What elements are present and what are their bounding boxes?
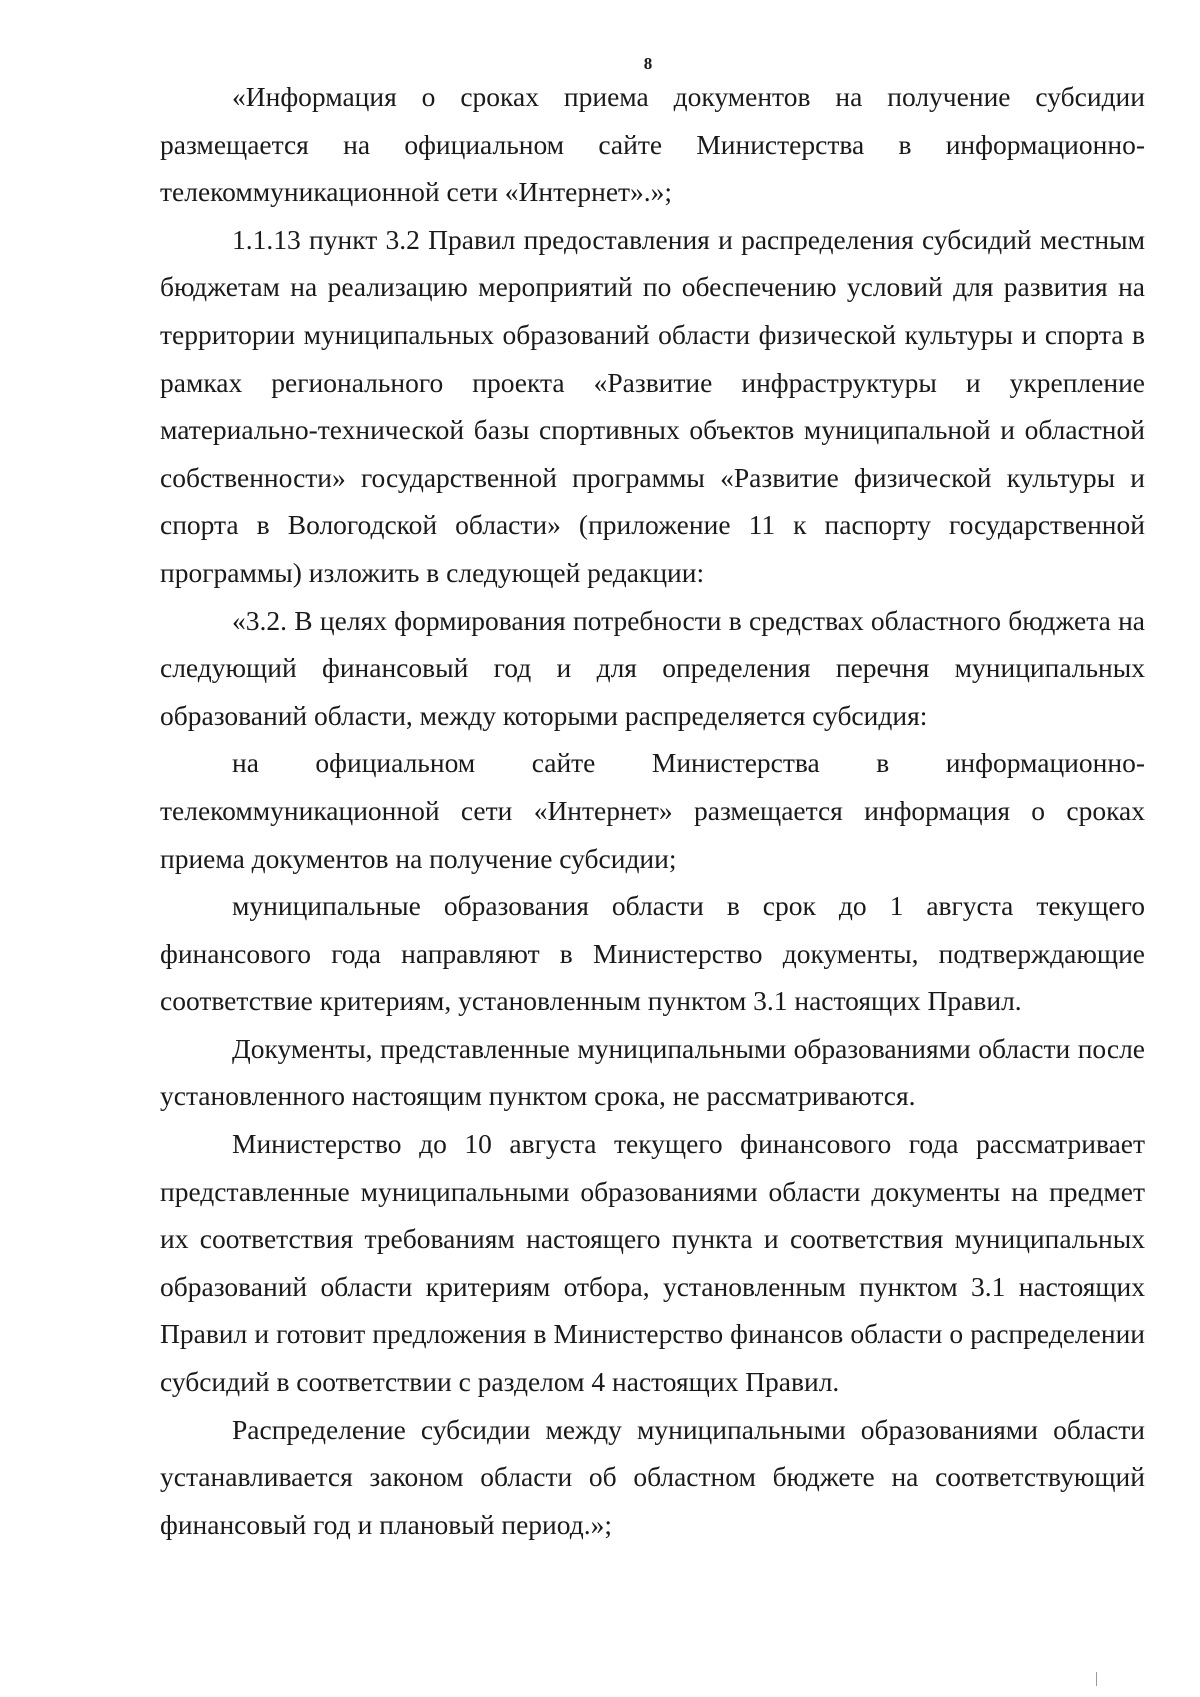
paragraph-info-deadlines: «Информация о сроках приема документов на получение субсидии размещается на официальном сайте Министерства в информационно-телекоммуникационной сети «Интернет».»;	[160, 81, 1145, 208]
document-body	[160, 73, 1145, 1548]
paragraph-ministry-review: Министерство до 10 августа текущего финансового года рассматривает представленные муниципальными образованиями области документы на предмет их соответствия требованиям настоящего пункта и соответствия муниципальных образований области критериям отбора, установленным пунктом 3.1 настоящих Правил и готовит предложения в Министерство финансов области о распределении субсидий в соответствии с разделом 4 настоящих Правил.	[160, 1128, 1145, 1398]
paragraph-distribution: Распределение субсидии между муниципальными образованиями области устанавливается законом области об областном бюджете на соответствующий финансовый год и плановый период.»;	[160, 1413, 1145, 1540]
paragraph-item-3-2: «3.2. В целях формирования потребности в средствах областного бюджета на следующий финансовый год и для определения перечня муниципальных образований области, между которыми распределяется субсидия:	[160, 604, 1145, 731]
paragraph-official-site: на официальном сайте Министерства в информационно-телекоммуникационной сети «Интернет» размещается информация о сроках приема документов на получение субсидии;	[160, 747, 1145, 874]
paragraph-item-1-1-13: 1.1.13 пункт 3.2 Правил предоставления и распределения субсидий местным бюджетам на реализацию мероприятий по обеспечению условий для развития на территории муниципальных образований области физической культуры и спорта в рамках регионального проекта «Развитие инфраструктуры и укрепление материально-технической базы спортивных объектов муниципальной и областной собственности» государственной программы «Развитие физической культуры и спорта в Вологодской области» (приложение 11 к паспорту государственной программы) изложить в следующей редакции:	[160, 223, 1145, 588]
page-number: 8	[643, 54, 653, 73]
paragraph-late-documents: Документы, представленные муниципальными образованиями области после установленного настоящим пунктом срока, не рассматриваются.	[160, 1032, 1145, 1112]
scan-margin-mark	[1096, 1672, 1097, 1686]
paragraph-submission-deadline: муниципальные образования области в срок до 1 августа текущего финансового года направляют в Министерство документы, подтверждающие соответствие критериям, установленным пунктом 3.1 настоящих Правил.	[160, 890, 1145, 1017]
